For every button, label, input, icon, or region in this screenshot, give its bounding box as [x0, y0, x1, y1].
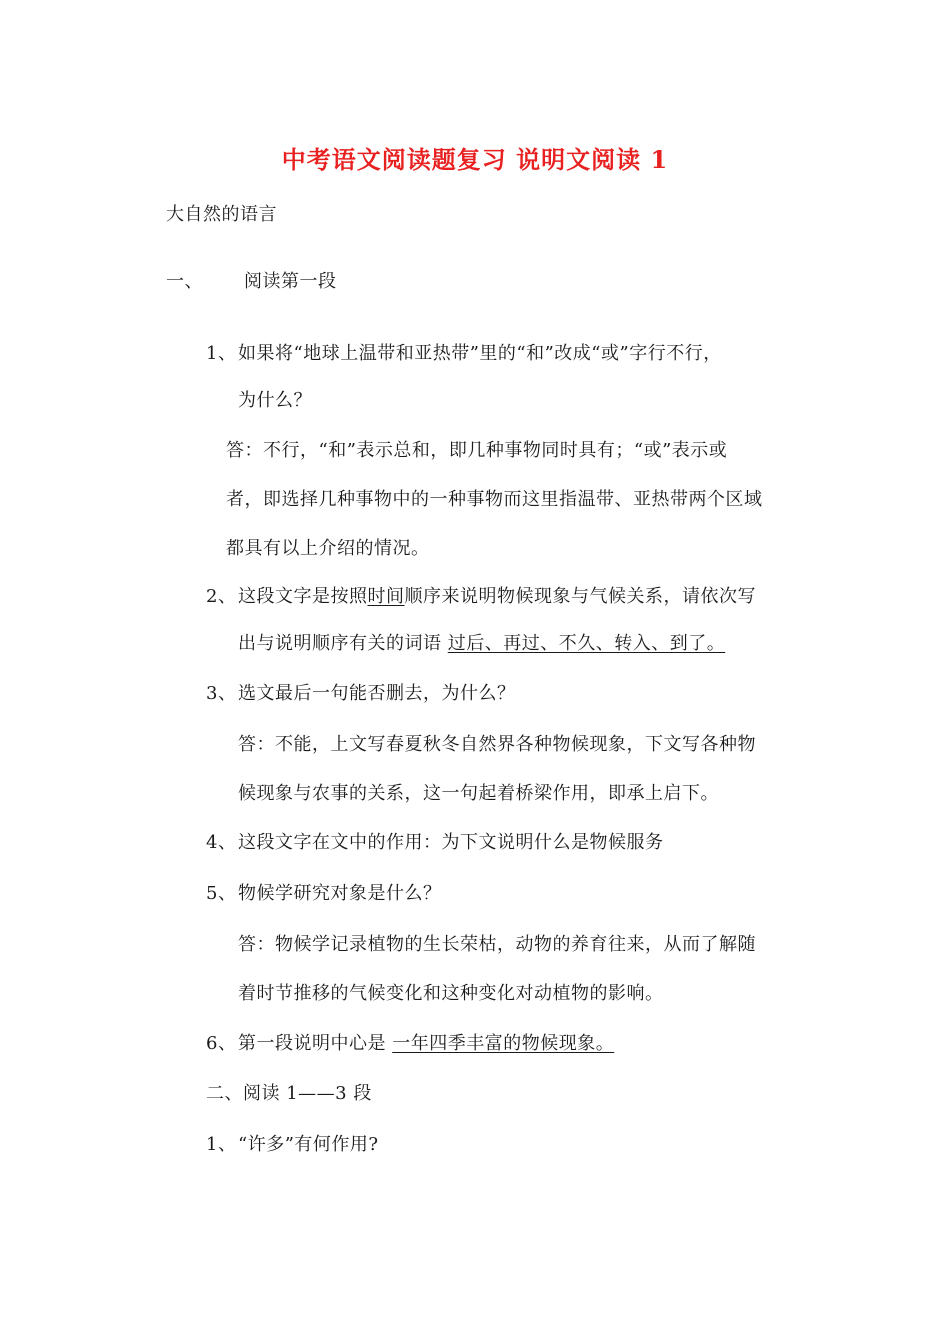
question-3-line1: 选文最后一句能否删去，为什么？ — [238, 683, 516, 704]
question-2-blank-answer: 时间 — [367, 586, 405, 607]
answer-1-line2: 者，即选择几种事物中的一种事物而这里指温带、亚热带两个区域 — [226, 489, 763, 510]
question-6-answer: 一年四季丰富的物候现象。 — [392, 1033, 615, 1054]
question-1-number: 1、 — [206, 343, 237, 364]
question-4-line1: 这段文字在文中的作用：为下文说明什么是物候服务 — [238, 832, 664, 853]
question-2-line2-pre: 出与说明顺序有关的词语 — [238, 633, 448, 654]
question-6-number: 6、 — [206, 1033, 237, 1054]
answer-1-line3: 都具有以上介绍的情况。 — [226, 538, 430, 559]
question-2-number: 2、 — [206, 586, 237, 607]
question-3-number: 3、 — [206, 683, 237, 704]
section-1-heading: 阅读第一段 — [244, 271, 337, 292]
section-2-question-1-number: 1、 — [206, 1134, 237, 1155]
question-5-number: 5、 — [206, 883, 237, 904]
article-subtitle: 大自然的语言 — [166, 204, 277, 225]
question-4-number: 4、 — [206, 832, 237, 853]
answer-5-line2: 着时节推移的气候变化和这种变化对动植物的影响。 — [238, 983, 664, 1004]
question-1-line2: 为什么？ — [238, 390, 312, 411]
answer-3-line2: 候现象与农事的关系，这一句起着桥梁作用，即承上启下。 — [238, 783, 719, 804]
question-6-line1-pre: 第一段说明中心是 — [238, 1033, 393, 1054]
page-title: 中考语文阅读题复习 说明文阅读 1 — [281, 145, 669, 174]
question-2-line1-post: 顺序来说明物候现象与气候关系，请依次写 — [404, 586, 756, 607]
question-2-line1-pre: 这段文字是按照 — [238, 586, 368, 607]
answer-1-line1: 答：不行，“和”表示总和，即几种事物同时具有；“或”表示或 — [226, 440, 728, 461]
answer-3-line1: 答：不能，上文写春夏秋冬自然界各种物候现象，下文写各种物 — [238, 734, 756, 755]
question-2-words-answer: 过后、再过、不久、转入、到了。 — [447, 633, 726, 654]
question-2-line1 — [238, 585, 756, 609]
question-1-line1: 如果将“地球上温带和亚热带”里的“和”改成“或”字行不行， — [238, 343, 722, 364]
question-6-line1 — [238, 1032, 614, 1056]
section-2-heading: 二、阅读 1——3 段 — [206, 1083, 372, 1104]
section-1-number: 一、 — [166, 271, 203, 292]
question-2-line2 — [238, 632, 725, 656]
section-2-question-1-line1: “许多”有何作用? — [238, 1134, 379, 1155]
question-5-line1: 物候学研究对象是什么？ — [238, 883, 442, 904]
answer-5-line1: 答：物候学记录植物的生长荣枯，动物的养育往来，从而了解随 — [238, 934, 756, 955]
